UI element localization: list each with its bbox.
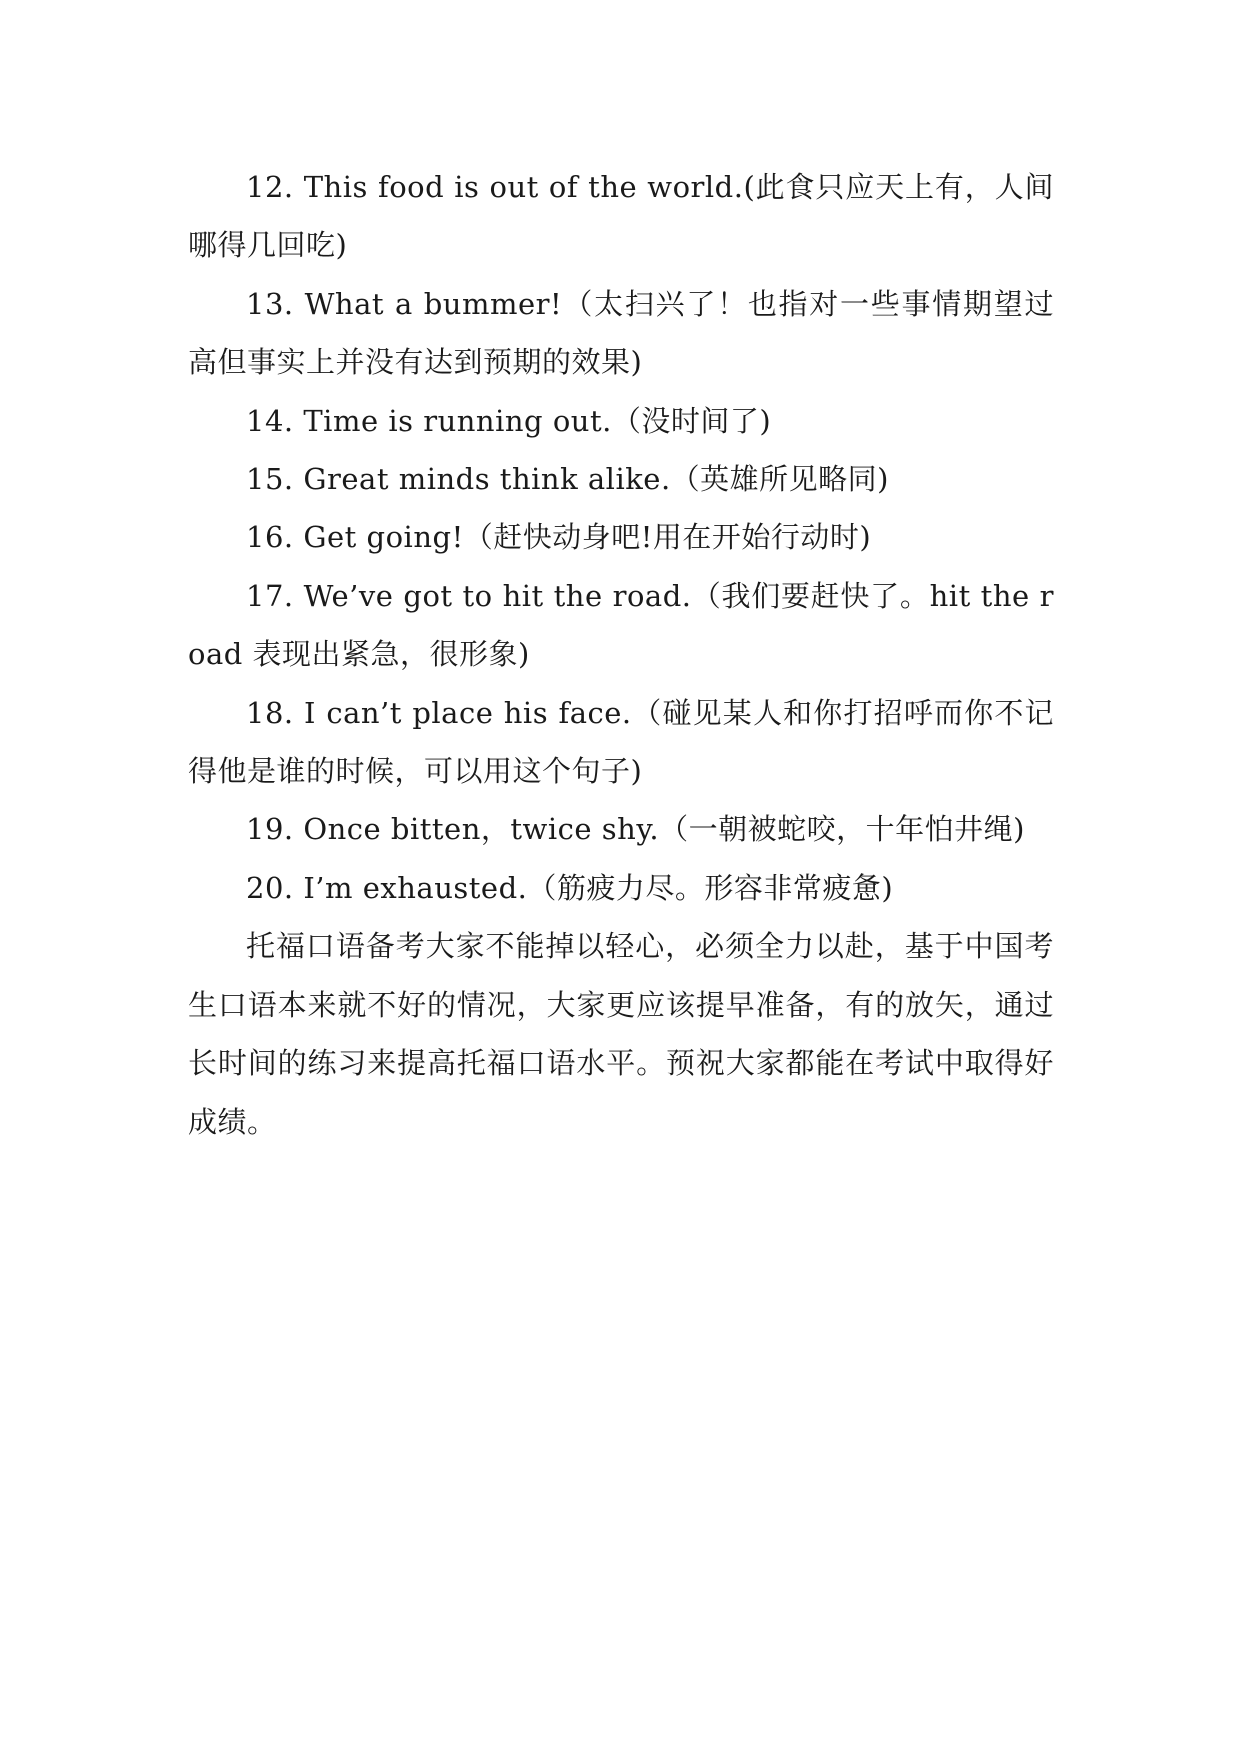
phrase-item-19: 19. Once bitten，twice shy.（一朝被蛇咬，十年怕井绳) [246, 812, 1025, 847]
phrase-item-16: 16. Get going!（赶快动身吧!用在开始行动时) [246, 520, 872, 555]
phrase-item-12: 12. This food is out of the world.(此食只应天上有，人间哪得几回吃) [188, 170, 1054, 263]
phrase-item-17: 17. We’ve got to hit the road.（我们要赶快了。hit the road 表现出紧急，很形象) [188, 578, 1054, 672]
document-body [188, 158, 1054, 1151]
closing-paragraph: 托福口语备考大家不能掉以轻心，必须全力以赴，基于中国考生口语本来就不好的情况，大家更应该提早准备，有的放矢，通过长时间的练习来提高托福口语水平。预祝大家都能在考试中取得好成绩。 [188, 929, 1054, 1139]
phrase-item-20: 20. I’m exhausted.（筋疲力尽。形容非常疲惫) [246, 870, 894, 905]
phrase-item-14: 14. Time is running out.（没时间了) [246, 403, 772, 438]
phrase-item-15: 15. Great minds think alike.（英雄所见略同) [246, 462, 889, 497]
phrase-item-13: 13. What a bummer!（太扫兴了！也指对一些事情期望过高但事实上并没有达到预期的效果) [188, 286, 1054, 380]
phrase-item-18: 18. I can’t place his face.（碰见某人和你打招呼而你不记得他是谁的时候，可以用这个句子) [188, 695, 1054, 789]
